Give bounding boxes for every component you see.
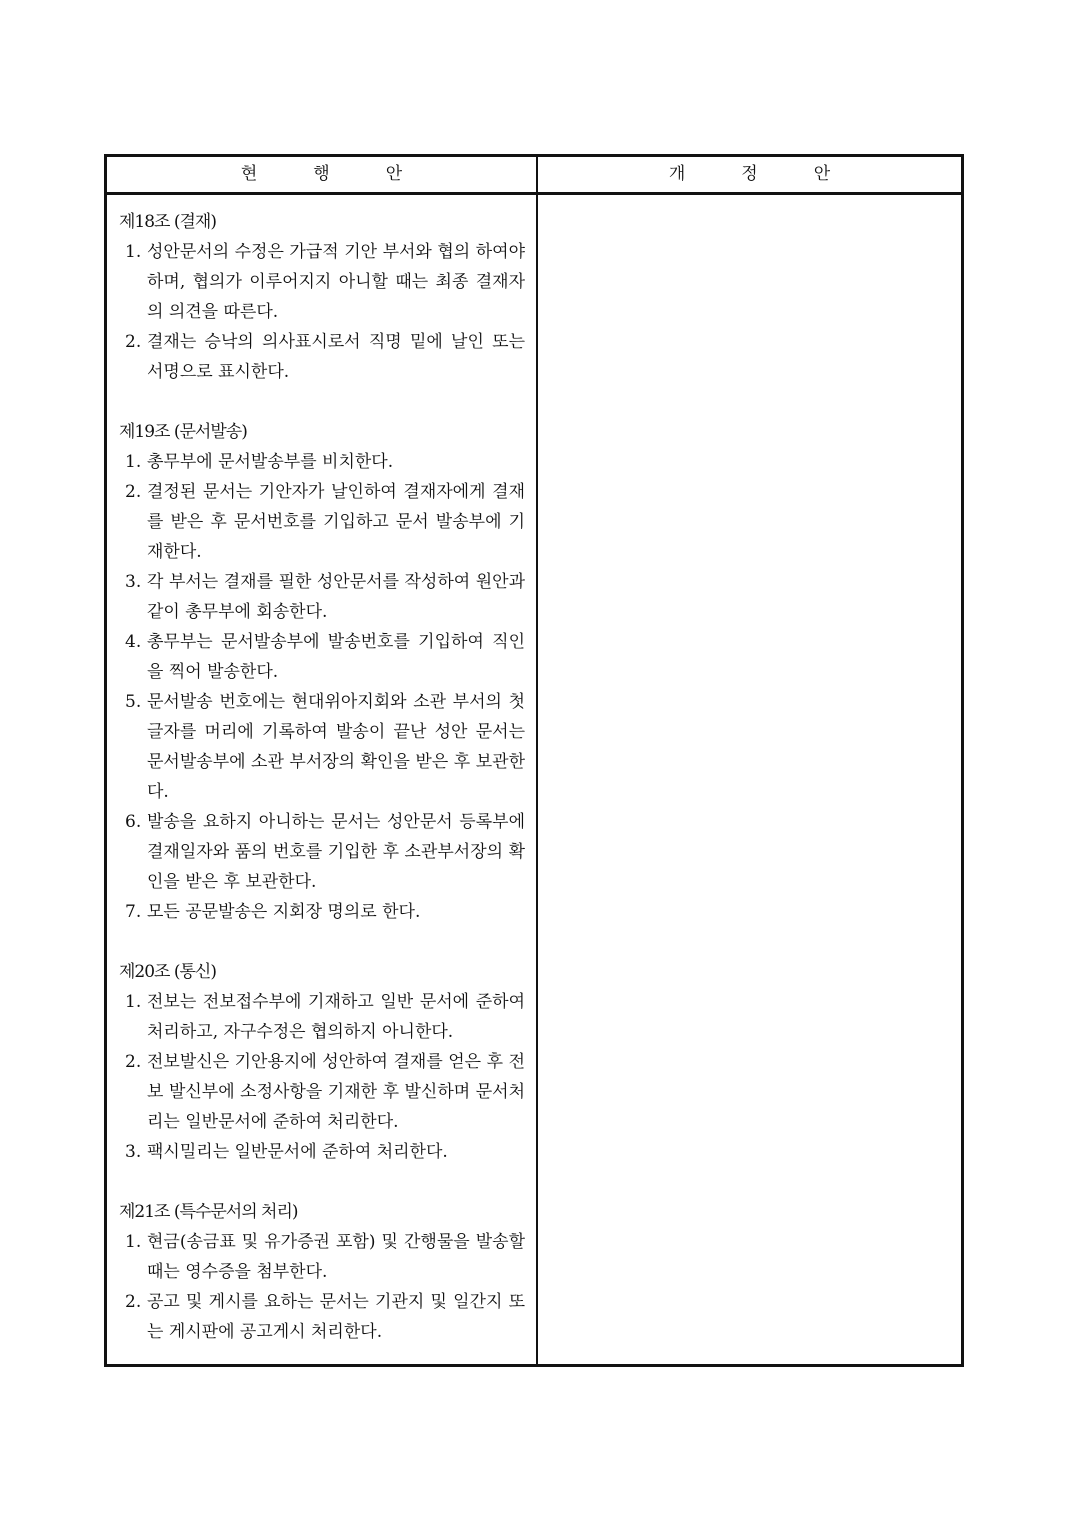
current-version-column: [119, 207, 525, 1377]
clause: [119, 1047, 525, 1137]
clause-text: 문서발송 번호에는 현대위아지회와 소관 부서의 첫 글자를 머리에 기록하여 발송이 끝난 성안 문서는 문서발송부에 소관 부서장의 확인을 받은 후 보관한다.: [147, 692, 525, 802]
clause-text: 각 부서는 결재를 필한 성안문서를 작성하여 원안과 같이 총무부에 회송한다.: [147, 572, 525, 622]
clause: [119, 687, 525, 807]
clause: [119, 327, 525, 387]
header-left-char: 행: [313, 164, 330, 184]
clause: [119, 237, 525, 327]
header-left-char: 안: [385, 164, 403, 184]
clause: [119, 897, 525, 927]
clause-text: 발송을 요하지 아니하는 문서는 성안문서 등록부에 결재일자와 품의 번호를 기입한 후 소관부서장의 확인을 받은 후 보관한다.: [147, 812, 525, 892]
clause-number: 6.: [125, 812, 142, 832]
clause-number: 1.: [125, 242, 142, 262]
clause-text: 전보는 전보접수부에 기재하고 일반 문서에 준하여 처리하고, 자구수정은 협의하지 아니한다.: [147, 992, 525, 1042]
header-revised-version: [538, 157, 961, 192]
clause-number: 1.: [125, 992, 142, 1012]
clause-number: 2.: [125, 1292, 142, 1312]
clause: [119, 627, 525, 687]
article: [119, 957, 525, 1167]
article: [119, 1197, 525, 1347]
clause: [119, 1287, 525, 1347]
clause-number: 2.: [125, 332, 142, 352]
clause: [119, 807, 525, 897]
clause-text: 총무부는 문서발송부에 발송번호를 기입하여 직인을 찍어 발송한다.: [147, 632, 525, 682]
article: [119, 417, 525, 927]
article: [119, 207, 525, 387]
column-divider: [536, 157, 538, 1364]
clause: [119, 1227, 525, 1287]
clause: [119, 567, 525, 627]
clause-number: 2.: [125, 1052, 142, 1072]
header-left-char: 현: [240, 164, 258, 184]
header-current-version: [107, 157, 536, 192]
header-right-char: 개: [668, 164, 686, 184]
clause-number: 4.: [125, 632, 142, 652]
article-title: 제21조 (특수문서의 처리): [119, 1202, 298, 1222]
clause-text: 현금(송금표 및 유가증권 포함) 및 간행물을 발송할 때는 영수증을 첨부한다.: [147, 1232, 525, 1282]
table-header-row: [107, 157, 961, 195]
clause-text: 공고 및 게시를 요하는 문서는 기관지 및 일간지 또는 게시판에 공고게시 처리한다.: [147, 1292, 525, 1342]
clause-number: 5.: [125, 692, 142, 712]
clause-number: 1.: [125, 1232, 142, 1252]
clause-text: 팩시밀리는 일반문서에 준하여 처리한다.: [147, 1142, 448, 1162]
header-right-char: 안: [813, 164, 831, 184]
clause-number: 7.: [125, 902, 142, 922]
clause-text: 총무부에 문서발송부를 비치한다.: [147, 452, 394, 472]
clause-text: 결재는 승낙의 의사표시로서 직명 밑에 날인 또는 서명으로 표시한다.: [147, 332, 525, 382]
comparison-table: [104, 154, 964, 1367]
clause-text: 결정된 문서는 기안자가 날인하여 결재자에게 결재를 받은 후 문서번호를 기입하고 문서 발송부에 기재한다.: [147, 482, 525, 562]
clause-text: 모든 공문발송은 지회장 명의로 한다.: [147, 902, 421, 922]
clause: [119, 447, 525, 477]
clause-number: 2.: [125, 482, 142, 502]
article-title: 제19조 (문서발송): [119, 422, 247, 442]
clause: [119, 1137, 525, 1167]
clause-text: 성안문서의 수정은 가급적 기안 부서와 협의 하여야 하며, 협의가 이루어지지 아니할 때는 최종 결재자의 의견을 따른다.: [147, 242, 525, 322]
article-title: 제18조 (결재): [119, 212, 216, 232]
clause: [119, 477, 525, 567]
header-right-char: 정: [741, 164, 758, 184]
article-title: 제20조 (통신): [119, 962, 216, 982]
clause-number: 3.: [125, 1142, 142, 1162]
clause-number: 1.: [125, 452, 142, 472]
clause-text: 전보발신은 기안용지에 성안하여 결재를 얻은 후 전보 발신부에 소정사항을 기재한 후 발신하며 문서처리는 일반문서에 준하여 처리한다.: [147, 1052, 525, 1132]
clause-number: 3.: [125, 572, 142, 592]
clause: [119, 987, 525, 1047]
